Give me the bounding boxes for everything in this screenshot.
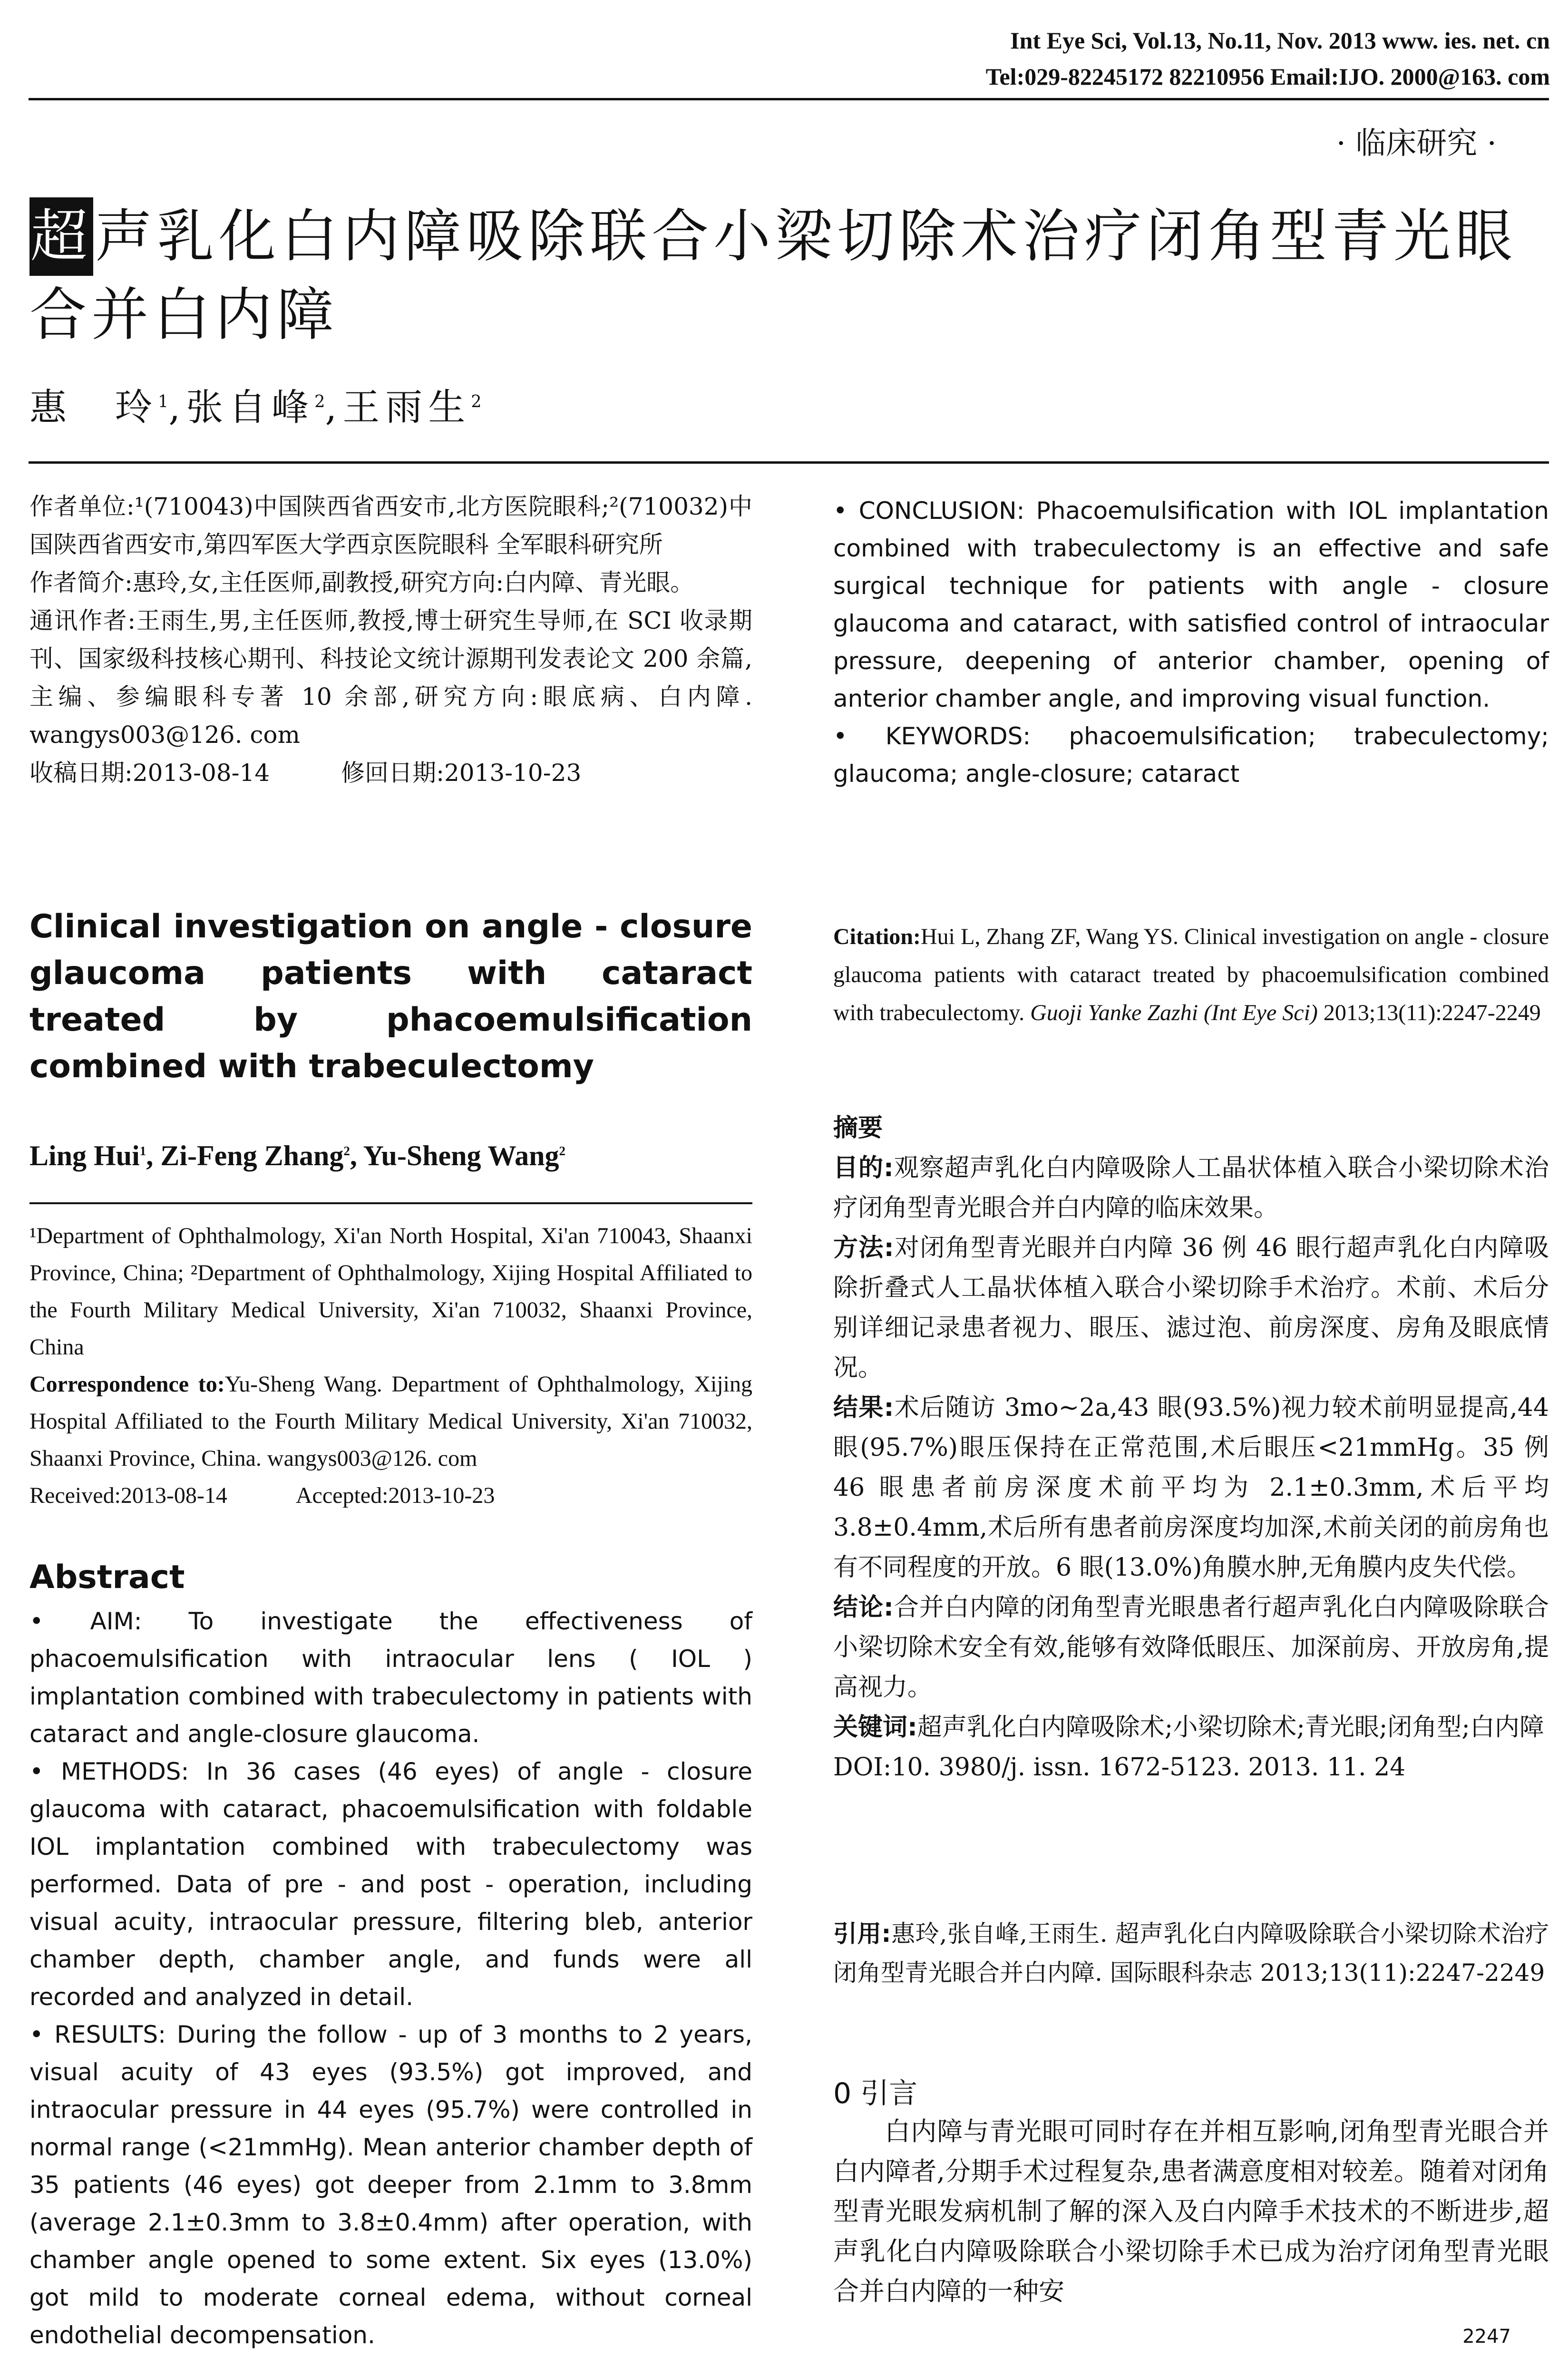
abstract-cn-doi: DOI:10. 3980/j. issn. 1672-5123. 2013. 11. 24 bbox=[833, 1753, 1406, 1782]
author-en-2-sup: 2 bbox=[343, 1144, 350, 1158]
abstract-cn-results-label: 结果: bbox=[833, 1393, 894, 1422]
citation-en-label: Citation: bbox=[833, 924, 921, 949]
abstract-cn-methods-text: 对闭角型青光眼并白内障 36 例 46 眼行超声乳化白内障吸除折叠式人工晶状体植入联合小梁切除手术治疗。术前、术后分别详细记录患者视力、眼压、滤过泡、前房深度、房角及眼底情况。 bbox=[833, 1234, 1549, 1382]
abstract-heading: Abstract bbox=[29, 1559, 185, 1596]
abstract-cn-methods bbox=[833, 1228, 1549, 1388]
author-cn-2: ,张自峰 bbox=[168, 386, 315, 429]
authors-en bbox=[29, 1132, 752, 1175]
authors-rule bbox=[29, 461, 1549, 464]
citation-en-text: Hui L, Zhang ZF, Wang YS. Clinical investigation on angle - closure glaucoma patients with cataract treated by phacoemulsification combined with trabeculectomy. bbox=[833, 924, 1549, 1025]
correspondence-text: Yu-Sheng Wang. Department of Ophthalmology, Xijing Hospital Affiliated to the Fourth Military Medical University, Xi'an 710032, Shaanxi Province, China. wangys003@126. com bbox=[29, 1372, 752, 1471]
affiliation-en bbox=[29, 1218, 752, 1514]
title-rest: 声乳化白内障吸除联合小梁切除术治疗闭角型青光眼合并白内障 bbox=[29, 204, 1517, 348]
abstract-cn-methods-label: 方法: bbox=[833, 1234, 894, 1262]
affiliation-en-dates: Received:2013-08-14 Accepted:2013-10-23 bbox=[29, 1483, 495, 1508]
abstract-en-right bbox=[833, 492, 1549, 793]
abstract-cn-results-text: 术后随访 3mo~2a,43 眼(93.5%)视力较术前明显提高,44 眼(95.7%)眼压保持在正常范围,术后眼压<21mmHg。35 例 46 眼患者前房深度术前平均为 2.1±0.3mm,术后平均 3.8±0.4mm,术后所有患者前房深度均加深,术前关闭的前房角也有不同程度的开放。6 眼(13.0%)角膜水肿,无角膜内皮失代偿。 bbox=[833, 1393, 1549, 1582]
citation-cn-text: 惠玲,张自峰,王雨生. 超声乳化白内障吸除联合小梁切除术治疗闭角型青光眼合并白内障. 国际眼科杂志 2013;13(11):2247-2249 bbox=[833, 1920, 1549, 1987]
column-label: · 临床研究 · bbox=[1336, 126, 1497, 161]
abstract-cn-keywords bbox=[833, 1707, 1549, 1747]
affiliation-en-dept: ¹Department of Ophthalmology, Xi'an North Hospital, Xi'an 710043, Shaanxi Province, China; ²Department of Ophthalmology, Xijing Hospital Affiliated to the Fourth Military Medical University, Xi'an 710032, Shaanxi Province, China bbox=[29, 1223, 752, 1360]
author-cn-2-sup: 2 bbox=[314, 392, 325, 411]
abstract-keywords: • KEYWORDS: phacoemulsification; trabeculectomy; glaucoma; angle-closure; cataract bbox=[833, 722, 1549, 788]
abstract-cn-keywords-text: 超声乳化白内障吸除术;小梁切除术;青光眼;闭角型;白内障 bbox=[917, 1713, 1544, 1742]
header-rule bbox=[29, 98, 1549, 100]
abstract-methods: • METHODS: In 36 cases (46 eyes) of angle - closure glaucoma with cataract, phacoemulsification with foldable IOL implantation combined with trabeculectomy was performed. Data of pre - and post - operation, including visual acuity, intraocular pressure, filtering bleb, anterior chamber depth, chamber angle, and funds were all recorded and analyzed in detail. bbox=[29, 1758, 752, 2011]
author-en-1-sup: 1 bbox=[139, 1144, 146, 1158]
author-cn-1: 惠 玲 bbox=[29, 386, 158, 429]
journal-header-line1: Int Eye Sci, Vol.13, No.11, Nov. 2013 www. ies. net. cn bbox=[1010, 27, 1550, 54]
author-en-3-sup: 2 bbox=[559, 1144, 566, 1158]
journal-header-line2: Tel:029-82245172 82210956 Email:IJO. 2000@163. com bbox=[985, 63, 1550, 90]
page-number: 2247 bbox=[1462, 2326, 1511, 2348]
author-cn-3: ,王雨生 bbox=[325, 386, 471, 429]
author-cn-3-sup: 2 bbox=[471, 392, 482, 411]
intro-text: 白内障与青光眼可同时存在并相互影响,闭角型青光眼合并白内障者,分期手术过程复杂,患者满意度相对较差。随着对闭角型青光眼发病机制了解的深入及白内障手术技术的不断进步,超声乳化白内障吸除联合小梁切除手术已成为治疗闭角型青光眼合并白内障的一种安 bbox=[833, 2116, 1549, 2306]
authors-en-rule bbox=[29, 1202, 752, 1204]
citation-en-journal: Guoji Yanke Zazhi (Int Eye Sci) bbox=[1030, 1000, 1318, 1025]
affiliation-cn-dates: 收稿日期:2013-08-14 修回日期:2013-10-23 bbox=[29, 759, 582, 787]
abstract-cn-conclusion bbox=[833, 1588, 1549, 1707]
abstract-cn-keywords-label: 关键词: bbox=[833, 1713, 917, 1742]
affiliation-cn-correspondence: 通讯作者:王雨生,男,主任医师,教授,博士研究生导师,在 SCI 收录期刊、国家级科技核心期刊、科技论文统计源期刊发表论文 200 余篇,主编、参编眼科专著 10 余部,研究方向:眼底病、白内障. wangys003@126. com bbox=[29, 607, 752, 749]
author-cn-1-sup: 1 bbox=[158, 392, 169, 411]
title-cn bbox=[29, 197, 1551, 354]
affiliation-cn-units: 作者单位:¹(710043)中国陕西省西安市,北方医院眼科;²(710032)中国陕西省西安市,第四军医大学西京医院眼科 全军眼科研究所 bbox=[29, 493, 752, 558]
authors-cn bbox=[29, 376, 482, 434]
abstract-cn bbox=[833, 1108, 1549, 1787]
abstract-cn-aim-label: 目的: bbox=[833, 1154, 894, 1182]
abstract-cn-aim bbox=[833, 1148, 1549, 1228]
abstract-cn-conclusion-label: 结论: bbox=[833, 1593, 894, 1622]
affiliation-cn bbox=[29, 487, 752, 792]
citation-en bbox=[833, 918, 1549, 1032]
abstract-results: • RESULTS: During the follow - up of 3 months to 2 years, visual acuity of 43 eyes (93.5%) got improved, and intraocular pressure in 44 eyes (95.7%) were controlled in normal range (<21mmHg). Mean anterior chamber depth of 35 patients (46 eyes) got deeper from 2.1mm to 3.8mm (average 2.1±0.3mm to 3.8±0.4mm) after operation, with chamber angle opened to some extent. Six eyes (13.0%) got mild to moderate corneal edema, without corneal endothelial decompensation. bbox=[29, 2021, 752, 2349]
intro-heading: 0 引言 bbox=[833, 2077, 918, 2110]
abstract-cn-aim-text: 观察超声乳化白内障吸除人工晶状体植入联合小梁切除术治疗闭角型青光眼合并白内障的临床效果。 bbox=[833, 1154, 1549, 1222]
abstract-aim: • AIM: To investigate the effectiveness of phacoemulsification with intraocular lens ( IOL ) implantation combined with trabeculectomy in patients with cataract and angle-closure glaucoma. bbox=[29, 1607, 752, 1748]
abstract-cn-heading: 摘要 bbox=[833, 1114, 883, 1142]
affiliation-en-correspondence bbox=[29, 1366, 752, 1477]
affiliation-cn-bio: 作者简介:惠玲,女,主任医师,副教授,研究方向:白内障、青光眼。 bbox=[29, 569, 694, 596]
citation-cn-label: 引用: bbox=[833, 1920, 891, 1948]
author-en-3: , Yu-Sheng Wang bbox=[350, 1140, 559, 1171]
correspondence-label: Correspondence to: bbox=[29, 1372, 225, 1397]
title-en: Clinical investigation on angle - closure glaucoma patients with cataract treated by phacoemulsification combined with trabeculectomy bbox=[29, 908, 752, 1085]
abstract-cn-conclusion-text: 合并白内障的闭角型青光眼患者行超声乳化白内障吸除联合小梁切除术安全有效,能够有效降低眼压、加深前房、开放房角,提高视力。 bbox=[833, 1593, 1549, 1702]
abstract-cn-results bbox=[833, 1388, 1549, 1588]
abstract-en-left bbox=[29, 1603, 752, 2354]
author-en-1: Ling Hui bbox=[29, 1140, 140, 1171]
citation-cn bbox=[833, 1914, 1549, 1992]
title-first-char: 超 bbox=[29, 197, 93, 276]
author-en-2: , Zi-Feng Zhang bbox=[146, 1140, 344, 1171]
abstract-conclusion: • CONCLUSION: Phacoemulsification with IOL implantation combined with trabeculectomy is an effective and safe surgical technique for patients with angle - closure glaucoma and cataract, with satisfied control of intraocular pressure, deepening of anterior chamber, opening of anterior chamber angle, and improving visual function. bbox=[833, 497, 1549, 712]
citation-en-tail: 2013;13(11):2247-2249 bbox=[1317, 1000, 1541, 1025]
